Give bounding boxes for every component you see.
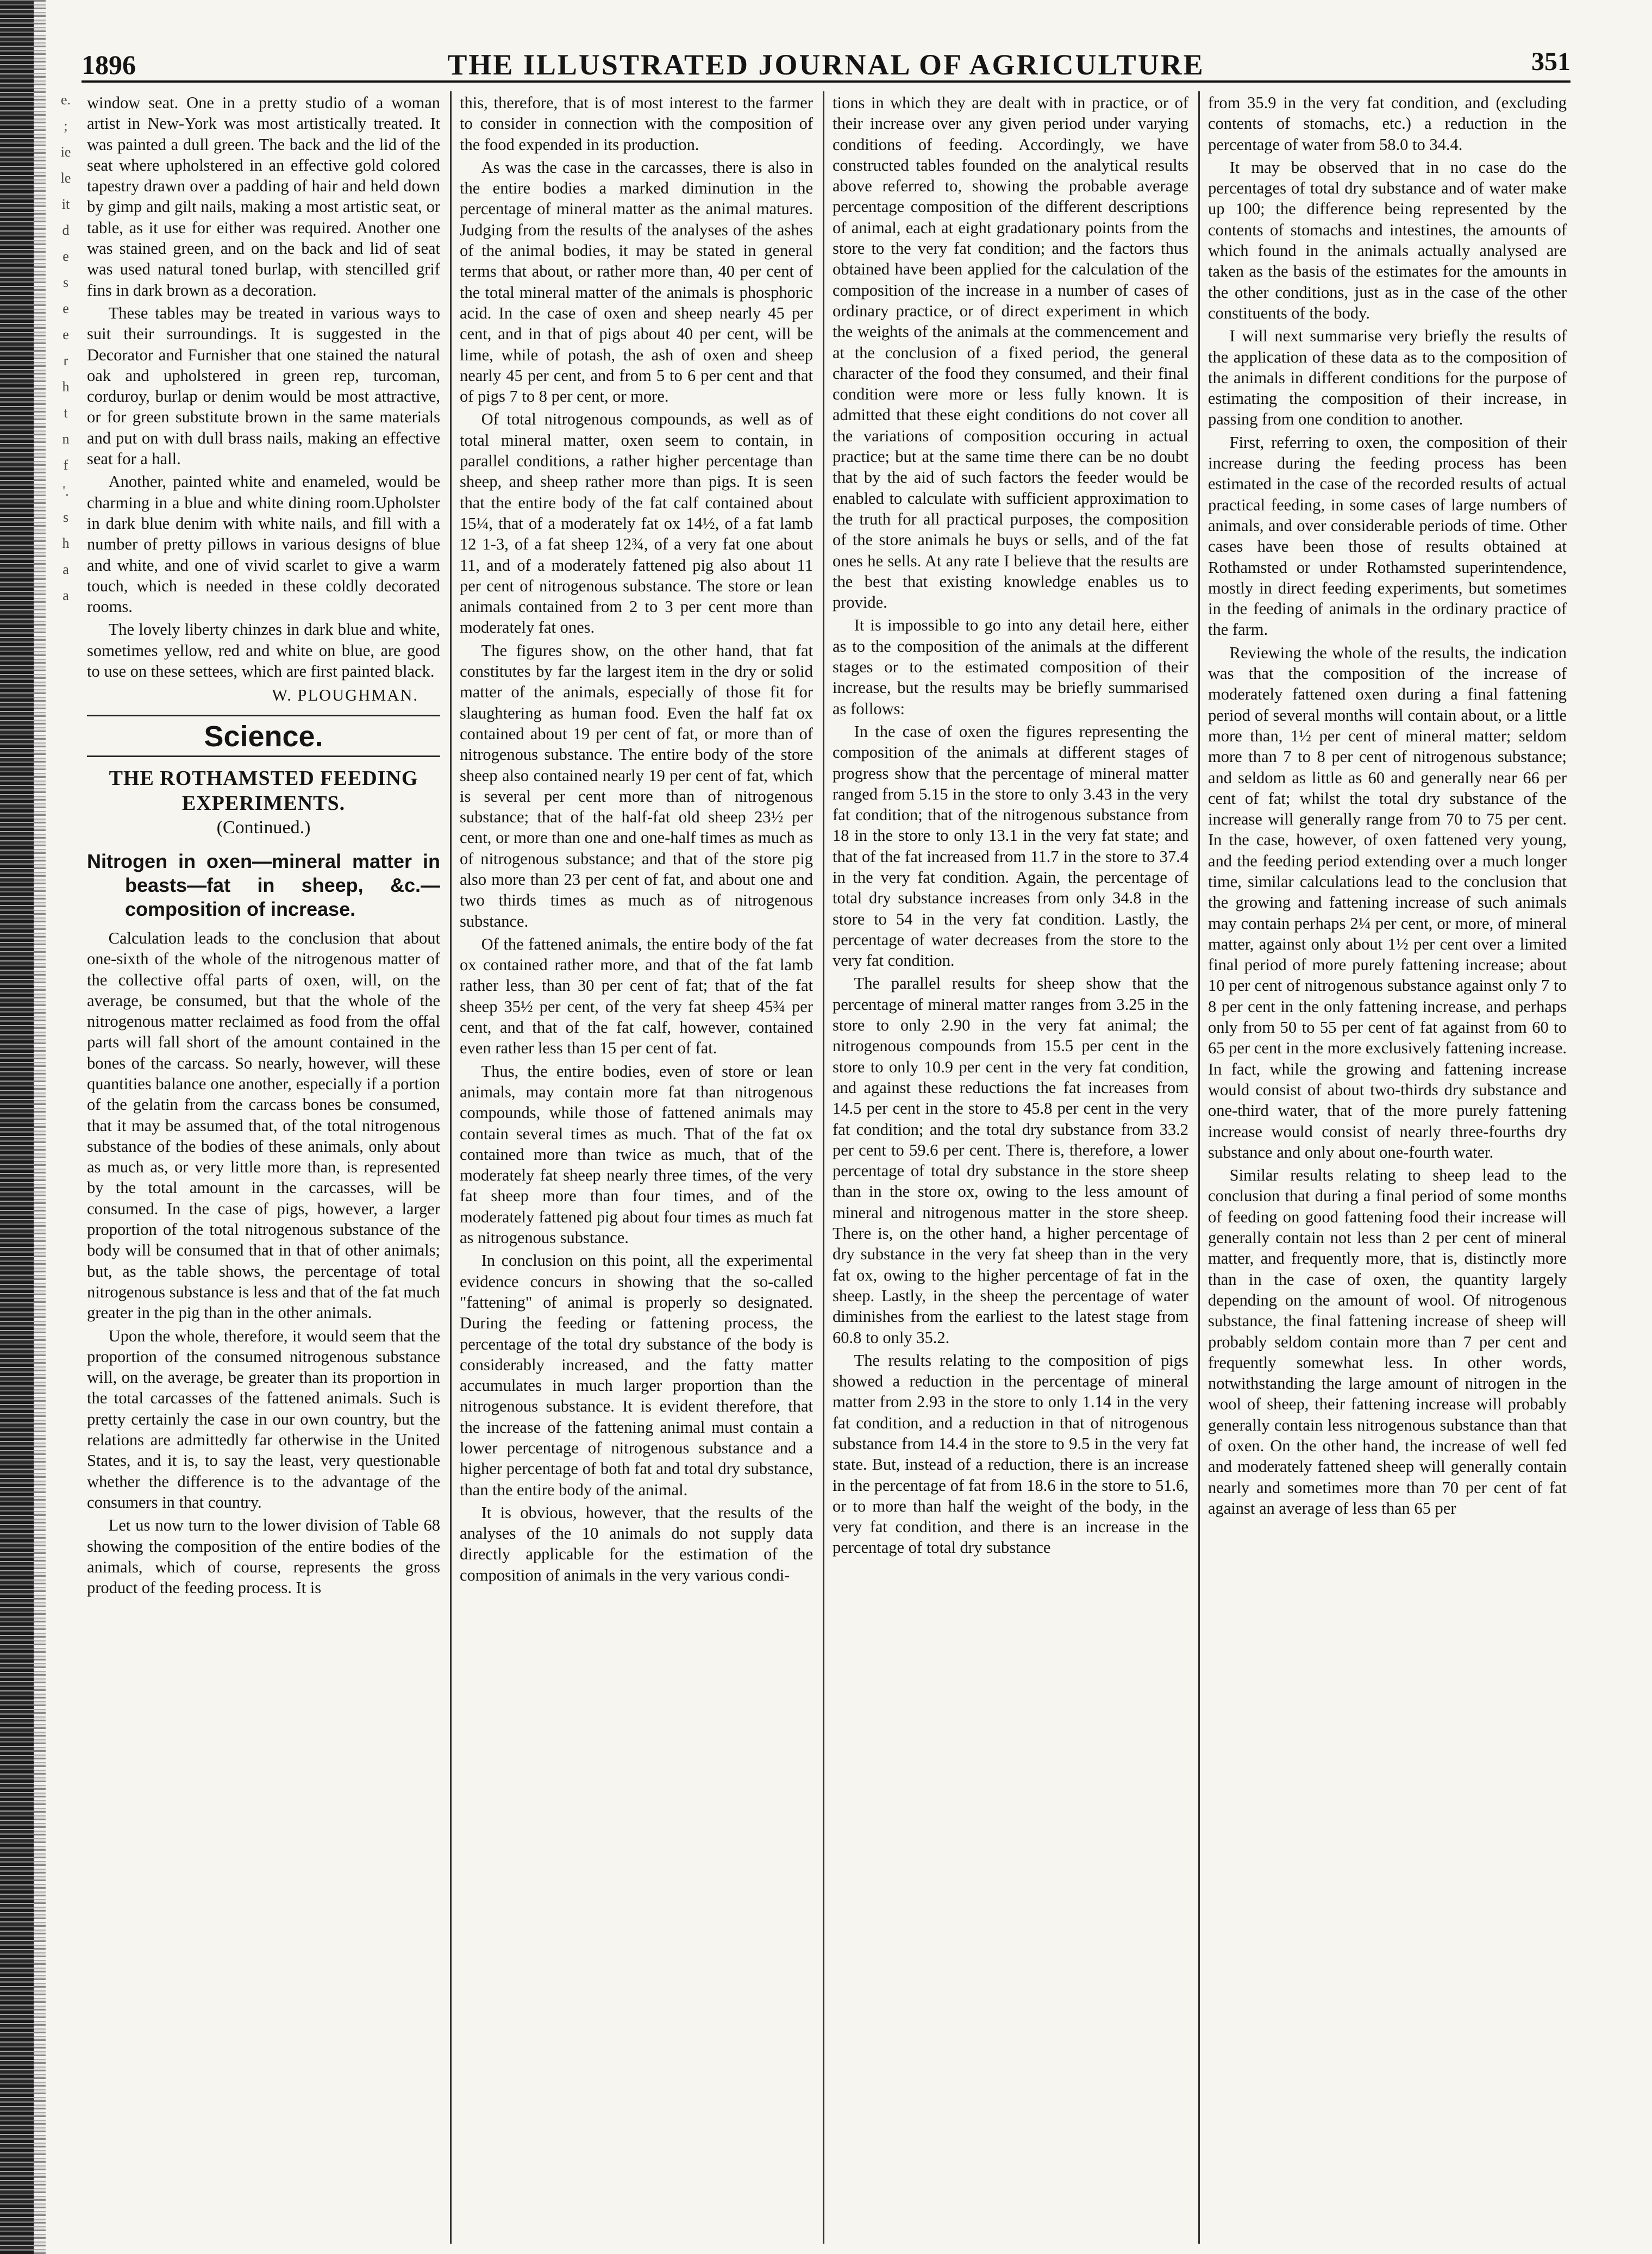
margin-fragment: '. [62, 483, 69, 499]
column-rule [1198, 91, 1200, 2244]
margin-fragment: t [64, 405, 68, 421]
margin-fragment: ie [60, 144, 71, 160]
paragraph: Calculation leads to the conclusion that about one-sixth of the whole of the nitrogenous matter of the collective offal parts of oxen, will, on the average, be consumed, but that the whole of the nitrogenous matter reclaimed as food from the offal parts will fall short of the amount contained in the bones of the carcass. So nearly, however, will these quantities balance one another, especially if a portion of the gelatin from the carcass bones be consumed, that it may be assumed that, of the total nitrogenous substance of the bodies of these animals, only about as much as, or very little more than, is represented by the total amount in the carcasses, will be consumed. In the case of pigs, however, a larger proportion of the total nitrogenous substance of the body will be consumed that in that of other animals; but, as the table shows, the percentage of total nitrogenous substance is less and that of the fat much greater in the pig than in the other animals. [87, 928, 440, 1322]
paragraph: It may be observed that in no case do the percentages of total dry substance and of water make up 100; the difference being represented by the contents of stomachs and intestines, the amounts of which found in the animals actually analysed are taken as the basis of the estimates for the amounts in the other conditions, just as in the case of the other constituents of the body. [1208, 158, 1567, 322]
margin-fragment: a [62, 588, 69, 603]
header-year: 1896 [82, 49, 136, 80]
margin-fragment: a [62, 561, 69, 577]
paragraph: Upon the whole, therefore, it would seem that the proportion of the consumed nitrogenous substance will, on the average, be greater than its proportion in the total carcasses of the fattened animals. Such is pretty certainly the case in our own country, but the relations are admittedly far otherwise in the United States, and it is, to say the least, very questionable whether the difference is to the advantage of the consumers in that country. [87, 1326, 440, 1512]
paragraph: Similar results relating to sheep lead to the conclusion that during a final period of some months of feeding on good fattening food their increase will generally contain not less than 2 per cent of mineral matter, and frequently more, that is, distinctly more than in the case of oxen, the quantity largely depending on the amount of wool. Of nitrogenous substance, the final fattening increase of sheep will probably seldom contain more than 7 per cent and frequently somewhat less. In other words, notwithstanding the large amount of nitrogen in the wool of sheep, their fattening increase will probably generally contain less nitrogenous substance than that of oxen. On the other hand, the increase of well fed and moderately fattened sheep will generally contain nearly and sometimes more than 70 per cent of fat against an average of less than 65 per [1208, 1166, 1567, 1518]
column-rule [450, 91, 452, 2244]
science-column-4-text [1208, 92, 1567, 1519]
column-4 [1208, 92, 1567, 2245]
margin-fragment: h [62, 535, 70, 551]
paragraph: In conclusion on this point, all the experimental evidence concurs in showing that the so-called "fattening" of animal is properly so designated. During the feeding or fattening process, the percentage of the total dry substance of the body is considerably increased, and the fatty matter accumulates in much larger proportion than the nitrogenous substance. It is evident therefore, that the increase of the fattening animal must contain a lower percentage of nitrogenous substance and a higher percentage of both fat and total dry substance, than the entire body of the animal. [460, 1251, 813, 1499]
paragraph: tions in which they are dealt with in practice, or of their increase over any given period under varying conditions of feeding. Accordingly, we have constructed tables founded on the analytical results above referred to, showing the probable average percentage composition of the different descriptions of animal, each at eight gradationary points from the store to the very fat condition; and the factors thus obtained have been applied for the calculation of the composition of the increase in a number of cases of ordinary practice, or of direct experiment in which the weights of the animals at the commencement and at the conclusion of a fixed period, the general character of the food they consumed, and their final condition were more or less fully known. It is admitted that these eight conditions do not cover all the variations of composition occuring in actual practice; but at the same time there can be no doubt that by the aid of such factors the feeder would be enabled to calculate with sufficient approximation to the truth for all practical purposes, the composition of the store animals he buys or sells, and of the fat ones he sells. At any rate I believe that the results are the best that existing knowledge enables us to provide. [833, 93, 1188, 612]
margin-fragment: f [63, 457, 68, 473]
article-subheading: Nitrogen in oxen—mineral matter in beasts—fat in sheep, &c.—composition of increase. [87, 850, 440, 920]
journal-title: THE ILLUSTRATED JOURNAL OF AGRICULTURE [447, 48, 1205, 81]
paragraph: from 35.9 in the very fat condition, and (excluding contents of stomachs, etc.) a reduction in the percentage of water from 58.0 to 34.4. [1208, 93, 1567, 154]
paragraph: Of total nitrogenous compounds, as well as of total mineral matter, oxen seem to contain, in parallel conditions, a rather higher percentage than sheep, and sheep rather more than pigs. It is seen that the entire body of the fat calf contained about 15¼, that of a moderately fat ox 14½, of a fat lamb 12 1-3, of a fat sheep 12¾, of a very fat one about 11, and of a moderately fattened pig also about 11 per cent of nitrogenous substance. The store or lean animals contained from 2 to 3 per cent more than moderately fat ones. [460, 410, 813, 637]
margin-fragment: r [63, 353, 68, 369]
column-1 [87, 92, 440, 2245]
margin-fragment: s [62, 274, 69, 290]
paragraph: this, therefore, that is of most interest to the farmer to consider in connection with the composition of the food expended in its production. [460, 93, 813, 154]
article-title: THE ROTHAMSTED FEEDING EXPERIMENTS. [109, 766, 418, 815]
page-header [82, 46, 1570, 83]
author-signature: W. PLOUGHMAN. [272, 686, 418, 705]
paragraph: As was the case in the carcasses, there is also in the entire bodies a marked diminution in the percentage of mineral matter as the animal matures. Judging from the results of the analyses of the ashes of the animal bodies, it may be stated in general terms that about, or rather more than, 40 per cent of the total mineral matter of the animals is phosphoric acid. In the case of oxen and sheep nearly 45 per cent, and in that of pigs about 40 per cent, will be lime, while of potash, the ash of oxen and sheep nearly 45 per cent, and from 5 to 6 per cent and that of pigs 7 to 8 per cent, or more. [460, 158, 813, 406]
margin-fragment: s [62, 509, 69, 525]
margin-fragment: it [61, 196, 70, 212]
paragraph: Thus, the entire bodies, even of store or lean animals, may contain more fat than nitrogenous compounds, while those of fattened animals may contain several times as much. That of the fat ox contained more than twice as much, that of the moderately fat sheep nearly three times, of the very fat sheep more than four times, and of the moderately fattened pig about four times as much fat as nitrogenous substance. [460, 1062, 813, 1247]
paragraph: It is obvious, however, that the results of the analyses of the 10 animals do not supply data directly applicable for the estimation of the composition of animals in the very various condi- [460, 1503, 813, 1584]
paragraph: In the case of oxen the figures representing the composition of the animals at different stages of progress show that the percentage of mineral matter ranged from 5.15 in the store to only 3.43 in the very fat condition; that of the nitrogenous substance from 18 in the store to only 13.1 in the very fat state; and that of the fat increased from 11.7 in the store to 37.4 in the very fat condition. Again, the percentage of total dry substance increases from only 34.8 in the store to 54 in the very fat condition. Lastly, the percentage of water decreases from the store to the very fat condition. [833, 722, 1188, 970]
paragraph: These tables may be treated in various ways to suit their surroundings. It is suggested in the Decorator and Furnisher that one stained the natural oak and upholstered in green rep, turcoman, corduroy, burlap or denim would be most attractive, or for green substitute brown in the same materials and put on with dull brass nails, making an effective seat for a hall. [87, 303, 440, 469]
margin-fragment: h [62, 379, 70, 395]
margin-fragment: e. [60, 92, 71, 108]
paragraph: I will next summarise very briefly the results of the application of these data as to the composition of the animals in different conditions for the purpose of estimating the composition of their increase, in passing from one condition to another. [1208, 327, 1567, 429]
paragraph: Of the fattened animals, the entire body of the fat ox contained rather more, and that of the fat lamb rather less, than 30 per cent of fat; that of the fat sheep 35½ per cent, of the very fat sheep 45¾ per cent, and that of the fat calf, however, contained even rather less than 15 per cent of fat. [460, 934, 813, 1058]
paragraph: The lovely liberty chinzes in dark blue and white, sometimes yellow, red and white on blue, are good to use on these settees, which are first painted black. [87, 620, 440, 681]
section-title: Science. [204, 720, 323, 753]
margin-fragment: n [62, 431, 70, 447]
margin-fragment: le [60, 170, 71, 186]
margin-fragment: e [62, 248, 69, 264]
divider [87, 756, 440, 757]
column-3 [833, 92, 1188, 2245]
science-column-1-text [87, 928, 440, 1599]
paragraph: The results relating to the composition of pigs showed a reduction in the percentage of mineral matter from 2.93 in the store to only 1.14 in the very fat condition, and a reduction in that of nitrogenous substance from 14.4 in the store to 9.5 in the very fat state. But, instead of a reduction, there is an increase in the percentage of fat from 18.6 in the store to 51.6, or to more than half the weight of the body, in the very fat condition, and there is an increase in the percentage of total dry substance [833, 1351, 1188, 1557]
paragraph: Another, painted white and enameled, would be charming in a blue and white dining room.Upholster in dark blue denim with white nails, and fill with a number of pretty pillows in various designs of blue and white, and one of vivid scarlet to give a warm touch, which is needed in these coldly decorated rooms. [87, 472, 440, 616]
margin-fragments [52, 87, 79, 609]
paragraph: First, referring to oxen, the composition of their increase during the feeding process has been estimated in the case of the recorded results of actual practical feeding, in some cases of large numbers of animals, and over considerable periods of time. Other cases have been those of results obtained at Rothamsted or under Rothamsted superintendence, mostly in direct feeding experiments, but sometimes in the feeding of animals in the ordinary practice of the farm. [1208, 433, 1567, 639]
paragraph: The parallel results for sheep show that the percentage of mineral matter ranges from 3.25 in the store to only 2.90 in the very fat animal; the nitrogenous compounds from 15.5 per cent in the store to only 10.9 per cent in the very fat condition, and against these reductions the fat increases from 14.5 per cent in the store to 45.8 per cent in the very fat condition; and the total dry substance from 33.2 per cent to 59.6 per cent. There is, therefore, a lower percentage of total dry substance in the store sheep than in the store ox, owing to the less amount of mineral and nitrogenous matter in the store sheep. There is, on the other hand, a higher percentage of dry substance in the very fat sheep than in the very fat ox, owing to the higher percentage of fat in the sheep. Lastly, in the sheep the percentage of water diminishes from the earliest to the latest stage from 60.8 to only 35.2. [833, 974, 1188, 1347]
paragraph: Reviewing the whole of the results, the indication was that the composition of the increase of moderately fattened oxen during a final fattening period of several months will contain about, or a little more than, 1½ per cent of mineral matter; seldom more than 7 to 8 per cent of nitrogenous substance; and seldom as little as 60 and generally near 66 per cent of fat; whilst the total dry substance of the increase will generally range from 70 to 75 per cent. In the case, however, of oxen fattened very young, and the feeding period extending over a much longer time, similar calculations lead to the conclusion that the growing and fattening increase of such animals may contain perhaps 2¼ per cent, or more, of mineral matter, against only about 1½ per cent over a limited final period of more purely fattening increase; about 10 per cent of nitrogenous substance against only 7 to 8 per cent in the only fattening increase, and perhaps only from 50 to 55 per cent of fat against from 60 to 65 per cent in the more exclusively fattening increase. In fact, while the growing and fattening increase would consist of about two-thirds dry substance and one-third water, that of the more purely fattening increase would consist of nearly three-fourths dry substance and only about one-fourth water. [1208, 643, 1567, 1162]
paragraph: The figures show, on the other hand, that fat constitutes by far the largest item in the dry or solid matter of the animals, especially of those fit for slaughtering as human food. Even the half fat ox contained about 19 per cent of fat, or more than of nitrogenous substance. The entire body of the store sheep also contained nearly 19 per cent of fat, which is several per cent more than of nitrogenous substance; that of the half-fat old sheep 23½ per cent, or more than one and one-half times as much as of nitrogenous substance; and that of the store pig also more than 23 per cent of fat, and about one and two thirds times as much as of nitrogenous substance. [460, 641, 813, 931]
science-column-2-text [460, 92, 813, 1585]
column-2 [460, 92, 813, 2245]
scan-binding-edge [0, 0, 34, 2254]
article-continued: (Continued.) [216, 817, 311, 838]
science-column-3-text [833, 92, 1188, 1558]
furniture-article [87, 92, 440, 682]
paragraph: Let us now turn to the lower division of Table 68 showing the composition of the entire bodies of the animals, which of course, represents the gross product of the feeding process. It is [87, 1516, 440, 1597]
divider [87, 715, 440, 716]
page-number: 351 [1531, 47, 1570, 76]
margin-fragment: d [62, 222, 70, 238]
margin-fragment: e [62, 301, 69, 316]
paragraph: window seat. One in a pretty studio of a woman artist in New-York was most artistically treated. It was painted a dull green. The back and the lid of the seat where upholstered in an effective gold colored tapestry drawn over a padding of hair and held down by gimp and gilt nails, making a most artistic seat, or table, as it use for either was required. Another one was stained green, and on the back and lid of seat was used natural toned burlap, with stencilled grif fins in dark brown as a decoration. [87, 93, 440, 299]
margin-fragment: e [62, 327, 69, 342]
margin-fragment: ; [64, 118, 68, 134]
scan-shadow [34, 0, 46, 2254]
paragraph: It is impossible to go into any detail here, either as to the composition of the animals at the different stages or to the estimated composition of their increase, but the results may be briefly summarised as follows: [833, 616, 1188, 718]
column-rule [823, 91, 824, 2244]
